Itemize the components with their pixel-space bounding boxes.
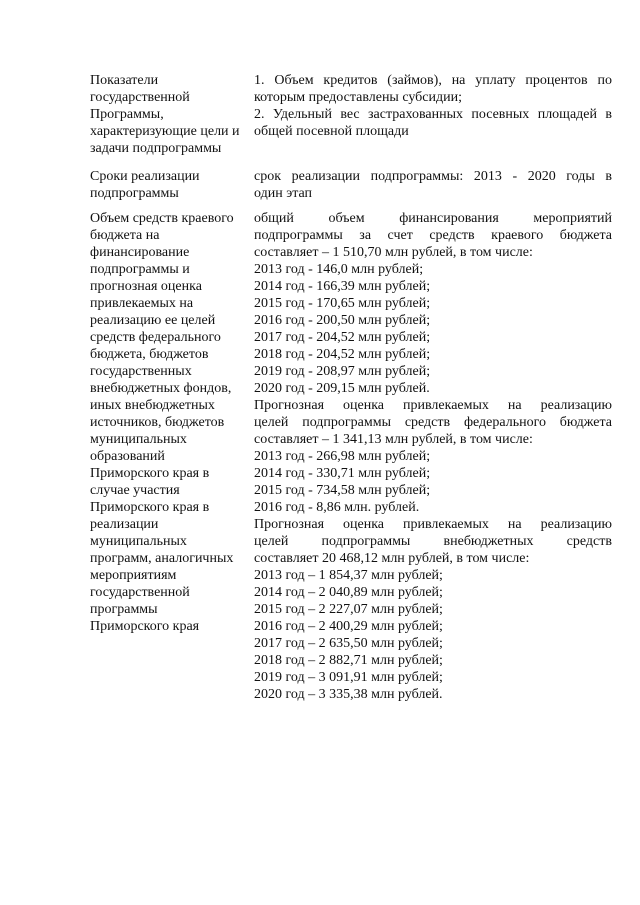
value-line: 2013 год – 1 854,37 млн рублей;	[254, 568, 443, 583]
label-line: источников, бюджетов	[90, 415, 225, 430]
value-line: 2020 год – 3 335,38 млн рублей.	[254, 687, 443, 702]
label-line: программы	[90, 602, 158, 617]
value-line: 2. Удельный вес застрахованных посевных площадей в	[254, 107, 612, 122]
row-indicators	[90, 72, 612, 158]
label-line: случае участия	[90, 483, 180, 498]
value-line: один этап	[254, 186, 313, 201]
label-line: иных внебюджетных	[90, 398, 215, 413]
value-line: составляет 20 468,12 млн рублей, в том числе:	[254, 551, 530, 566]
label-line: подпрограммы	[90, 186, 179, 201]
label-line: программ, аналогичных	[90, 551, 234, 566]
value-line: 2013 год - 146,0 млн рублей;	[254, 262, 424, 277]
label-line: Показатели	[90, 73, 159, 88]
label-line: Объем средств краевого	[90, 211, 234, 226]
label-line: внебюджетных фондов,	[90, 381, 232, 396]
label-line: государственных	[90, 364, 192, 379]
value-line: 2015 год - 170,65 млн рублей;	[254, 296, 431, 311]
value-line: 2018 год - 204,52 млн рублей;	[254, 347, 431, 362]
label-line: прогнозная оценка	[90, 279, 202, 294]
value-line: 2016 год - 200,50 млн рублей;	[254, 313, 431, 328]
label-line: задачи подпрограммы	[90, 141, 222, 156]
row-value	[254, 168, 612, 202]
row-terms	[90, 168, 612, 202]
row-label	[90, 210, 250, 635]
label-line: бюджета на	[90, 228, 160, 243]
value-line: которым предоставлены субсидии;	[254, 90, 463, 105]
row-label	[90, 168, 250, 202]
value-line: 2018 год – 2 882,71 млн рублей;	[254, 653, 443, 668]
label-line: финансирование	[90, 245, 190, 260]
value-line: 2019 год - 208,97 млн рублей;	[254, 364, 431, 379]
label-line: Приморского края в	[90, 466, 210, 481]
value-line: составляет – 1 510,70 млн рублей, в том числе:	[254, 245, 533, 260]
value-line: Прогнозная оценка привлекаемых на реализацию	[254, 517, 612, 532]
value-line: 2015 год – 2 227,07 млн рублей;	[254, 602, 443, 617]
label-line: Сроки реализации	[90, 169, 200, 184]
value-line: 2019 год – 3 091,91 млн рублей;	[254, 670, 443, 685]
value-line: срок реализации подпрограммы: 2013 - 2020 годы в	[254, 169, 612, 184]
value-line: 1. Объем кредитов (займов), на уплату процентов по	[254, 73, 612, 88]
row-funding	[90, 210, 612, 710]
value-line: общий объем финансирования мероприятий	[254, 211, 612, 226]
value-line: 2013 год - 266,98 млн рублей;	[254, 449, 431, 464]
value-line: 2014 год – 2 040,89 млн рублей;	[254, 585, 443, 600]
label-line: Программы,	[90, 107, 164, 122]
label-line: привлекаемых на	[90, 296, 194, 311]
value-line: 2015 год - 734,58 млн рублей;	[254, 483, 431, 498]
label-line: муниципальных	[90, 432, 187, 447]
value-line: составляет – 1 341,13 млн рублей, в том числе:	[254, 432, 533, 447]
value-line: Прогнозная оценка привлекаемых на реализацию	[254, 398, 612, 413]
value-line: подпрограммы за счет средств краевого бюджета	[254, 228, 612, 243]
label-line: государственной	[90, 90, 190, 105]
label-line: реализацию ее целей	[90, 313, 216, 328]
value-line: 2017 год – 2 635,50 млн рублей;	[254, 636, 443, 651]
label-line: бюджета, бюджетов	[90, 347, 209, 362]
value-line: целей подпрограммы внебюджетных средств	[254, 534, 612, 549]
row-value	[254, 210, 612, 703]
label-line: Приморского края	[90, 619, 200, 634]
value-line: 2020 год - 209,15 млн рублей.	[254, 381, 430, 396]
value-line: общей посевной площади	[254, 124, 409, 139]
value-line: 2014 год - 330,71 млн рублей;	[254, 466, 431, 481]
value-line: 2016 год - 8,86 млн. рублей.	[254, 500, 420, 515]
value-line: 2014 год - 166,39 млн рублей;	[254, 279, 431, 294]
label-line: средств федерального	[90, 330, 221, 345]
label-line: характеризующие цели и	[90, 124, 240, 139]
label-line: государственной	[90, 585, 190, 600]
label-line: подпрограммы и	[90, 262, 190, 277]
row-value	[254, 72, 612, 140]
label-line: мероприятиям	[90, 568, 177, 583]
value-line: 2016 год – 2 400,29 млн рублей;	[254, 619, 443, 634]
value-line: 2017 год - 204,52 млн рублей;	[254, 330, 431, 345]
label-line: образований	[90, 449, 165, 464]
label-line: муниципальных	[90, 534, 187, 549]
label-line: Приморского края в	[90, 500, 210, 515]
label-line: реализации	[90, 517, 159, 532]
value-line: целей подпрограммы средств федерального бюджета	[254, 415, 612, 430]
row-label	[90, 72, 250, 123]
